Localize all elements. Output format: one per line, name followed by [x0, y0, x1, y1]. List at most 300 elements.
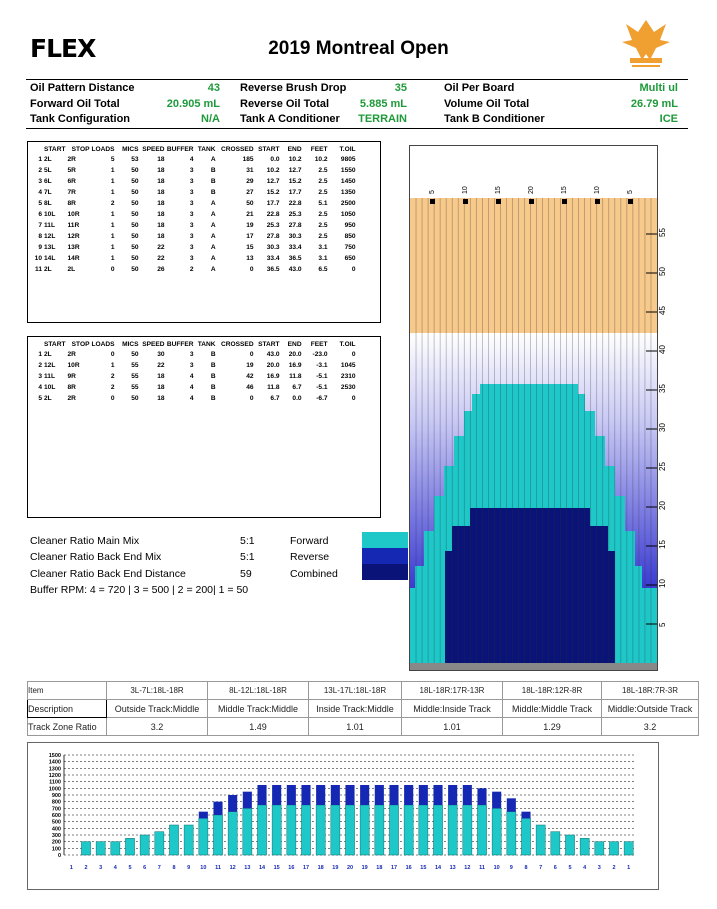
table-cell: 15.2: [266, 189, 280, 196]
table-cell: 2.5: [318, 233, 328, 240]
zone-cell: 18L-18R:7R-3R: [602, 682, 699, 700]
table-row: [32, 154, 357, 165]
bar-reverse: [507, 798, 516, 811]
table-cell: 3: [189, 167, 194, 174]
bar-forward: [565, 835, 574, 855]
table-cell: 12R: [67, 233, 80, 240]
zone-cell: 3.2: [107, 718, 208, 736]
table-cell: 43.0: [288, 266, 302, 273]
bar-forward: [433, 805, 442, 855]
table-cell: 1: [110, 178, 115, 185]
table-cell: 12.7: [266, 178, 280, 185]
bar-reverse: [404, 785, 413, 805]
column-header: [32, 144, 43, 154]
table-cell: 1045: [340, 362, 356, 369]
table-cell: A: [210, 222, 216, 229]
flex-logo-text: FLEX: [30, 34, 96, 63]
foot-label: 25: [658, 462, 667, 471]
bar-reverse: [521, 812, 530, 819]
table-row: [32, 242, 357, 253]
x-tick-label: 8: [524, 865, 528, 871]
table-cell: 5: [110, 156, 115, 163]
target-arrow-mark: [496, 199, 501, 204]
zone-cell: Item: [28, 682, 107, 700]
table-cell: 26: [157, 266, 165, 273]
table-cell: -3.1: [316, 362, 328, 369]
table-cell: 4: [189, 373, 194, 380]
bar-reverse: [492, 792, 501, 809]
bar-forward: [111, 842, 120, 855]
legend-reverse-label: Reverse: [290, 551, 330, 563]
y-tick-label: 200: [51, 839, 61, 846]
zone-cell: 13L-17L:18L-18R: [309, 682, 402, 700]
table-cell: 17: [246, 233, 254, 240]
table-cell: 3: [189, 362, 194, 369]
table-cell: 750: [344, 244, 356, 251]
table-cell: A: [210, 156, 216, 163]
buffer-rpm: Buffer RPM: 4 = 720 | 3 = 500 | 2 = 200| 1 = 50: [30, 584, 249, 596]
column-header: MICS: [122, 145, 139, 153]
table-cell: 0: [249, 351, 254, 358]
table-cell: 50: [131, 233, 139, 240]
table-cell: 3: [189, 211, 194, 218]
x-tick-label: 16: [288, 865, 295, 871]
table-cell: B: [210, 351, 216, 358]
bar-forward: [169, 825, 178, 855]
table-cell: 4: [38, 384, 42, 391]
bar-forward: [360, 805, 369, 855]
x-tick-label: 19: [332, 865, 339, 871]
table-cell: 11: [35, 266, 42, 273]
foot-label: 45: [658, 306, 667, 315]
table-cell: A: [210, 233, 216, 240]
x-tick-label: 3: [99, 865, 103, 871]
zone-cell: Description: [28, 700, 107, 718]
bar-reverse: [316, 785, 325, 805]
zone-cell: 3.2: [602, 718, 699, 736]
table-cell: 25.3: [288, 211, 302, 218]
foot-label: 50: [658, 267, 667, 276]
table-cell: A: [210, 244, 216, 251]
table-cell: 12.7: [288, 167, 302, 174]
table-cell: 2530: [340, 384, 356, 391]
table-cell: 22: [157, 362, 165, 369]
legend-combined-label: Combined: [290, 568, 338, 580]
table-cell: 11R: [67, 222, 80, 229]
stat-item: [30, 82, 220, 96]
bar-reverse: [389, 785, 398, 805]
table-cell: B: [210, 167, 216, 174]
table-cell: 4: [189, 156, 194, 163]
table-cell: 18: [157, 222, 165, 229]
foot-label: 5: [658, 622, 667, 627]
board-oil-chart-svg: [28, 743, 658, 889]
target-arrow-mark: [463, 199, 468, 204]
bar-reverse: [272, 785, 281, 805]
table-cell: 5L: [44, 167, 52, 174]
bar-forward: [287, 805, 296, 855]
stat-label: Reverse Oil Total: [240, 98, 330, 110]
stat-value: 5.885 mL: [359, 98, 407, 110]
table-cell: 16.9: [266, 373, 280, 380]
foot-label: 55: [658, 228, 667, 237]
bar-forward: [140, 835, 149, 855]
table-cell: 2L: [44, 266, 52, 273]
table-cell: B: [210, 362, 216, 369]
table-cell: 55: [131, 362, 139, 369]
bar-reverse: [257, 785, 266, 805]
table-cell: 9R: [67, 373, 76, 380]
table-cell: 10L: [44, 211, 56, 218]
stat-item: [30, 113, 220, 127]
cleaner-main-value: 5:1: [240, 535, 255, 547]
column-header: START: [258, 340, 280, 348]
bar-forward: [477, 805, 486, 855]
bar-forward: [375, 805, 384, 855]
x-tick-label: 16: [405, 865, 412, 871]
bar-forward: [595, 842, 604, 855]
table-cell: -6.7: [316, 395, 328, 402]
table-cell: 2R: [67, 156, 76, 163]
table-cell: 18: [157, 384, 165, 391]
foot-label: 20: [658, 501, 667, 510]
column-header: BUFFER: [166, 340, 194, 348]
zone-cell: Middle:Middle Track: [503, 700, 602, 718]
table-cell: 0.0: [292, 395, 302, 402]
divider: [26, 79, 688, 80]
stat-label: Tank B Conditioner: [444, 113, 545, 125]
table-cell: 1: [110, 211, 115, 218]
stat-item: [444, 98, 678, 112]
table-cell: 6.7: [292, 384, 302, 391]
table-cell: 6: [38, 211, 42, 218]
table-cell: 18: [157, 167, 165, 174]
zone-cell: Outside Track:Middle: [107, 700, 208, 718]
x-tick-label: 18: [376, 865, 383, 871]
table-cell: A: [210, 255, 216, 262]
table-cell: 0: [351, 395, 356, 402]
target-arrow-mark: [430, 199, 435, 204]
table-cell: 11.8: [289, 373, 302, 380]
table-cell: 0: [249, 395, 254, 402]
table-cell: 6L: [44, 178, 52, 185]
zone-row: [28, 682, 699, 700]
table-cell: 3: [189, 351, 194, 358]
table-cell: 10.2: [266, 167, 280, 174]
table-cell: 1: [110, 189, 115, 196]
table-cell: 12L: [44, 233, 56, 240]
table-cell: 10: [34, 255, 42, 262]
foul-line-band: [410, 663, 657, 670]
x-tick-label: 12: [464, 865, 471, 871]
legend-combined-swatch: [362, 564, 408, 580]
table-cell: 18: [157, 200, 165, 207]
stat-value: 26.79 mL: [630, 98, 678, 110]
y-tick-label: 300: [51, 833, 61, 839]
bar-forward: [404, 805, 413, 855]
table-cell: 650: [344, 255, 356, 262]
column-header: END: [287, 340, 302, 348]
zone-row: [28, 700, 699, 718]
y-tick-label: 1100: [49, 779, 61, 786]
table-cell: 50: [131, 351, 139, 358]
bar-forward: [331, 805, 340, 855]
table-cell: 185: [242, 156, 254, 163]
lane-oil-graph-svg: [410, 146, 667, 670]
bar-forward: [125, 838, 134, 855]
cleaner-distance-label: Cleaner Ratio Back End Distance: [30, 568, 186, 580]
table-cell: 2.5: [318, 222, 328, 229]
bar-forward: [536, 825, 545, 855]
table-cell: 0.0: [270, 156, 280, 163]
table-cell: 3: [189, 200, 194, 207]
track-zone-table: [27, 681, 699, 736]
x-tick-label: 8: [172, 865, 176, 871]
bar-forward: [199, 818, 208, 855]
table-cell: B: [210, 373, 216, 380]
table-row: [32, 264, 357, 275]
table-cell: 11L: [44, 373, 55, 380]
table-cell: 50: [131, 211, 139, 218]
table-cell: 18: [157, 189, 165, 196]
table-cell: B: [210, 395, 216, 402]
column-header: SPEED: [142, 145, 165, 153]
table-cell: 50: [131, 255, 139, 262]
table-cell: B: [210, 189, 216, 196]
column-header: MICS: [122, 340, 139, 348]
legend-reverse-swatch: [362, 548, 408, 564]
table-cell: 11.8: [267, 384, 280, 391]
stat-label: Reverse Brush Drop: [240, 82, 347, 94]
lane-oil-graph: [409, 145, 667, 671]
zone-cell: Middle:Inside Track: [402, 700, 503, 718]
table-cell: 0: [249, 266, 254, 273]
x-tick-label: 3: [597, 865, 601, 871]
stat-value: 43: [207, 82, 220, 94]
table-row: [32, 393, 357, 404]
table-cell: 12L: [44, 362, 56, 369]
x-tick-label: 14: [434, 865, 442, 871]
table-cell: 30: [157, 351, 165, 358]
stat-value: TERRAIN: [358, 113, 407, 125]
table-cell: -23.0: [312, 351, 328, 358]
x-tick-label: 17: [390, 865, 398, 871]
column-header: CROSSED: [220, 340, 254, 348]
table-cell: 7R: [67, 189, 76, 196]
x-tick-label: 5: [568, 865, 572, 871]
x-tick-label: 13: [244, 865, 251, 871]
bar-forward: [521, 818, 530, 855]
stat-label: Tank A Conditioner: [240, 113, 340, 125]
y-tick-label: 1300: [48, 766, 61, 773]
table-cell: 50: [131, 189, 139, 196]
bar-forward: [301, 805, 310, 855]
table-cell: 36.5: [288, 255, 302, 262]
bar-forward: [213, 815, 222, 855]
table-cell: 18: [157, 211, 165, 218]
table-cell: -5.1: [316, 384, 328, 391]
stat-label: Volume Oil Total: [444, 98, 530, 110]
board-label: 5: [627, 190, 634, 194]
column-header: LOADS: [91, 145, 115, 153]
table-cell: 1: [110, 244, 115, 251]
board-label: 20: [528, 186, 535, 194]
x-tick-label: 6: [553, 865, 557, 871]
table-cell: 21: [246, 211, 254, 218]
table-cell: 9805: [340, 156, 356, 163]
table-cell: 6R: [67, 178, 76, 185]
table-row: [32, 209, 357, 220]
foot-label: 35: [658, 384, 667, 393]
table-cell: 3: [38, 373, 42, 380]
bar-reverse: [287, 785, 296, 805]
x-tick-label: 10: [493, 865, 500, 871]
table-cell: 1550: [340, 167, 356, 174]
table-cell: 4: [38, 189, 42, 196]
column-header: END: [287, 145, 302, 153]
table-cell: 55: [131, 384, 139, 391]
table-cell: 14R: [67, 255, 80, 262]
x-tick-label: 17: [302, 865, 310, 871]
column-header: START: [44, 145, 66, 153]
table-cell: 2.5: [318, 178, 328, 185]
table-cell: 0: [110, 395, 115, 402]
bar-forward: [463, 805, 472, 855]
table-cell: A: [210, 200, 216, 207]
table-cell: 4: [189, 384, 194, 391]
column-header: STOP: [71, 340, 90, 348]
table-cell: 3: [189, 222, 194, 229]
table-row: [32, 176, 357, 187]
table-cell: 1: [110, 233, 115, 240]
table-cell: B: [210, 178, 216, 185]
bar-reverse: [331, 785, 340, 805]
bar-forward: [257, 805, 266, 855]
table-cell: 1: [38, 156, 42, 163]
table-cell: 13R: [67, 244, 80, 251]
table-cell: 10.2: [314, 156, 328, 163]
bar-forward: [389, 805, 398, 855]
reverse-pattern-box: [27, 336, 381, 518]
table-row: [32, 220, 357, 231]
bar-forward: [184, 825, 193, 855]
bar-forward: [580, 838, 589, 855]
table-cell: 2: [110, 384, 115, 391]
table-cell: 3: [189, 178, 194, 185]
table-cell: 2L: [44, 156, 52, 163]
cleaner-main-label: Cleaner Ratio Main Mix: [30, 535, 140, 547]
table-cell: 8: [38, 233, 42, 240]
bar-forward: [243, 808, 252, 855]
table-cell: 2: [38, 362, 42, 369]
table-cell: 18: [157, 233, 165, 240]
stat-value: ICE: [659, 113, 678, 125]
table-cell: 3.1: [318, 255, 328, 262]
column-header: SPEED: [142, 340, 165, 348]
table-cell: 33.4: [288, 244, 302, 251]
table-cell: 17.7: [288, 189, 302, 196]
table-cell: 22: [157, 255, 165, 262]
table-cell: 50: [131, 244, 139, 251]
bar-reverse: [345, 785, 354, 805]
x-tick-label: 7: [539, 865, 543, 871]
table-cell: 2: [110, 373, 115, 380]
x-tick-label: 1: [69, 865, 73, 871]
bar-reverse: [243, 792, 252, 809]
table-cell: A: [210, 211, 216, 218]
stat-value: 35: [394, 82, 407, 94]
table-cell: 20.0: [266, 362, 280, 369]
x-tick-label: 20: [346, 865, 354, 871]
table-cell: 1050: [340, 211, 356, 218]
table-cell: 22.8: [266, 211, 280, 218]
bar-forward: [448, 805, 457, 855]
bar-reverse: [213, 802, 222, 815]
column-header: TANK: [197, 340, 216, 348]
board-label: 15: [561, 186, 568, 194]
table-cell: 2.5: [318, 211, 328, 218]
table-cell: 50: [131, 178, 139, 185]
table-cell: 18: [157, 178, 165, 185]
column-header: TANK: [197, 145, 216, 153]
stat-label: Oil Per Board: [444, 82, 515, 94]
zone-cell: Middle:Outside Track: [602, 700, 699, 718]
bar-forward: [507, 812, 516, 855]
table-cell: 2: [110, 200, 115, 207]
reverse-pattern-table: [32, 339, 357, 404]
table-cell: 27.8: [266, 233, 280, 240]
column-header: START: [44, 340, 66, 348]
zone-cell: 1.49: [208, 718, 309, 736]
x-tick-label: 4: [583, 865, 587, 871]
table-cell: 1: [110, 167, 115, 174]
x-tick-label: 4: [113, 865, 117, 871]
y-tick-label: 500: [51, 819, 61, 826]
table-row: [32, 360, 357, 371]
stat-item: [444, 113, 678, 127]
table-cell: 2L: [44, 351, 52, 358]
table-cell: 5R: [67, 167, 76, 174]
stat-item: [240, 113, 407, 127]
table-cell: 950: [344, 222, 356, 229]
table-cell: 20.0: [288, 351, 302, 358]
foot-label: 15: [658, 540, 667, 549]
bar-forward: [624, 842, 633, 855]
table-cell: 2.5: [318, 167, 328, 174]
y-tick-label: 900: [51, 793, 61, 799]
stat-value: 20.905 mL: [166, 98, 220, 110]
y-tick-label: 1500: [48, 753, 61, 759]
table-cell: 6.7: [270, 395, 280, 402]
table-cell: 2L: [44, 395, 52, 402]
table-cell: 50: [131, 266, 139, 273]
table-cell: -5.1: [316, 373, 328, 380]
table-cell: 50: [131, 200, 139, 207]
column-header: LOADS: [91, 340, 115, 348]
table-row: [32, 231, 357, 242]
x-tick-label: 13: [449, 865, 456, 871]
legend-forward-label: Forward: [290, 535, 329, 547]
bar-forward: [155, 832, 164, 855]
bar-reverse: [360, 785, 369, 805]
table-cell: 50: [131, 395, 139, 402]
table-cell: 50: [131, 167, 139, 174]
table-cell: 5.1: [318, 200, 328, 207]
table-cell: 27.8: [288, 222, 302, 229]
x-tick-label: 19: [361, 865, 368, 871]
table-cell: 50: [246, 200, 254, 207]
y-tick-label: 1200: [48, 773, 61, 779]
